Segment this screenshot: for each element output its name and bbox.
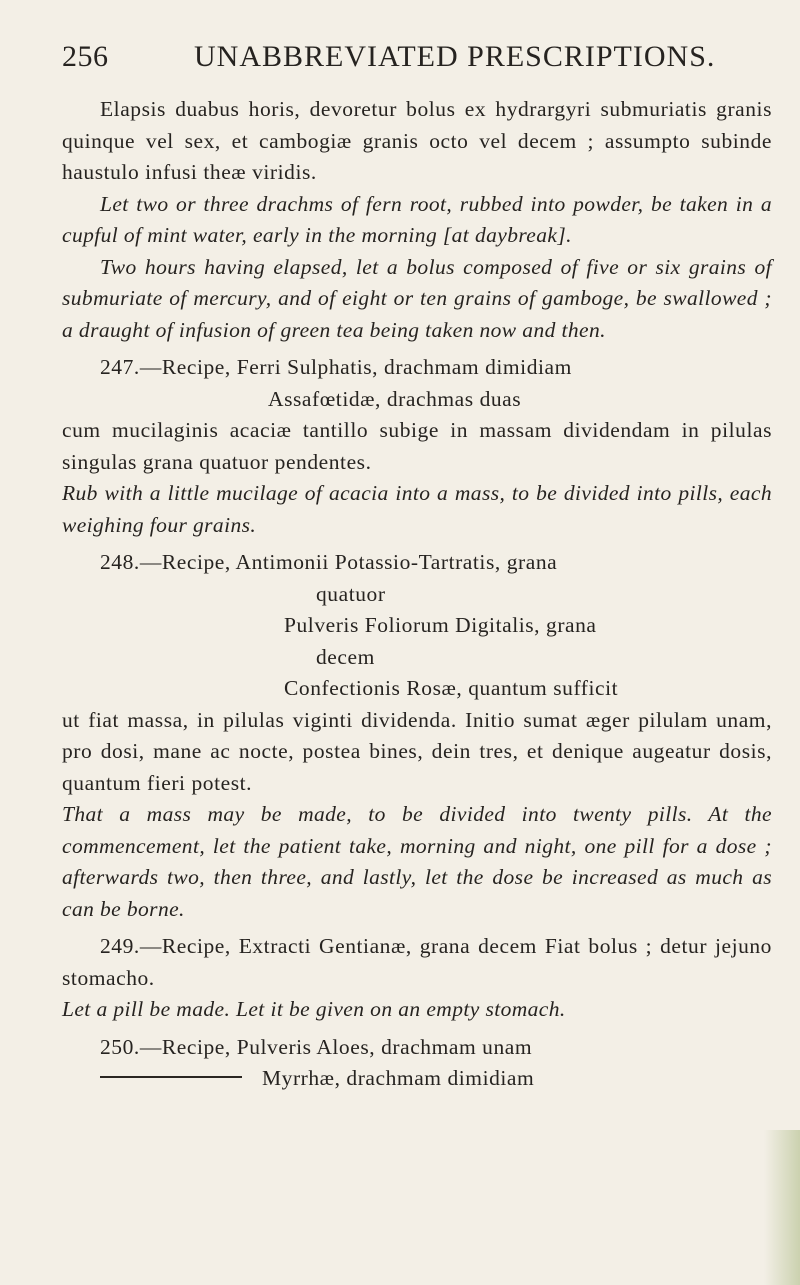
prescription-248-latin: ut fiat massa, in pilulas viginti dividenda. Initio sumat æger pilulam unam, pro dosi, mane ac nocte, postea bines, dein tres, et denique augeatur dosis, quantum fieri potest. xyxy=(62,707,772,795)
prescription-246-latin-continued: Elapsis duabus horis, devoretur bolus ex hydrargyri submuriatis granis quinque vel sex, et cambogiæ granis octo vel decem ; assumpto subinde haustulo infusi theæ viridis. xyxy=(62,97,772,184)
prescription-247-translation: Rub with a little mucilage of acacia into a mass, to be divided into pills, each weighing four grains. xyxy=(62,481,772,537)
prescription-247-line-2: Assafœtidæ, drachmas duas xyxy=(268,386,522,411)
prescription-248-line-5: Confectionis Rosæ, quantum sufficit xyxy=(284,676,619,700)
prescription-248-line-4: decem xyxy=(316,644,375,669)
prescription-248-line-2: quatuor xyxy=(316,581,386,606)
page-edge-stain xyxy=(764,1130,800,1285)
prescription-249-latin: 249.—Recipe, Extracti Gentianæ, grana decem Fiat bolus ; detur jejuno stomacho. xyxy=(62,934,772,990)
prescription-248-line-3: Pulveris Foliorum Digitalis, grana xyxy=(284,613,597,637)
prescription-247-latin: cum mucilaginis acaciæ tantillo subige in massam dividendam in pilulas singulas grana quatuor pendentes. xyxy=(62,418,772,474)
prescription-250-line-2: Myrrhæ, drachmam dimidiam xyxy=(262,1066,535,1090)
prescription-246-translation-second: Two hours having elapsed, let a bolus composed of five or six grains of submuriate of mercury, and of eight or ten grains of gamboge, be swallowed ; a draught of infusion of green tea being taken now and then. xyxy=(62,254,772,342)
prescription-250-line-1: 250.—Recipe, Pulveris Aloes, drachmam unam xyxy=(100,1034,533,1059)
prescription-249-translation: Let a pill be made. Let it be given on an empty stomach. xyxy=(62,997,566,1021)
prescription-250-line-2-row xyxy=(62,1063,772,1095)
prescription-248-translation: That a mass may be made, to be divided into twenty pills. At the commencement, let the patient take, morning and night, one pill for a dose ; afterwards two, then three, and lastly, let the dose be increased as much as can be borne. xyxy=(62,802,772,921)
running-title: UNABBREVIATED PRESCRIPTIONS. xyxy=(194,40,716,73)
running-head xyxy=(62,40,772,74)
ditto-dash xyxy=(100,1076,242,1078)
prescription-248-line-1: 248.—Recipe, Antimonii Potassio-Tartratis, grana xyxy=(100,550,558,574)
prescription-247-line-1: 247.—Recipe, Ferri Sulphatis, drachmam dimidiam xyxy=(100,355,572,379)
prescription-246-translation-first: Let two or three drachms of fern root, rubbed into powder, be taken in a cupful of mint water, early in the morning [at daybreak]. xyxy=(62,191,772,247)
page-number: 256 xyxy=(62,40,109,73)
